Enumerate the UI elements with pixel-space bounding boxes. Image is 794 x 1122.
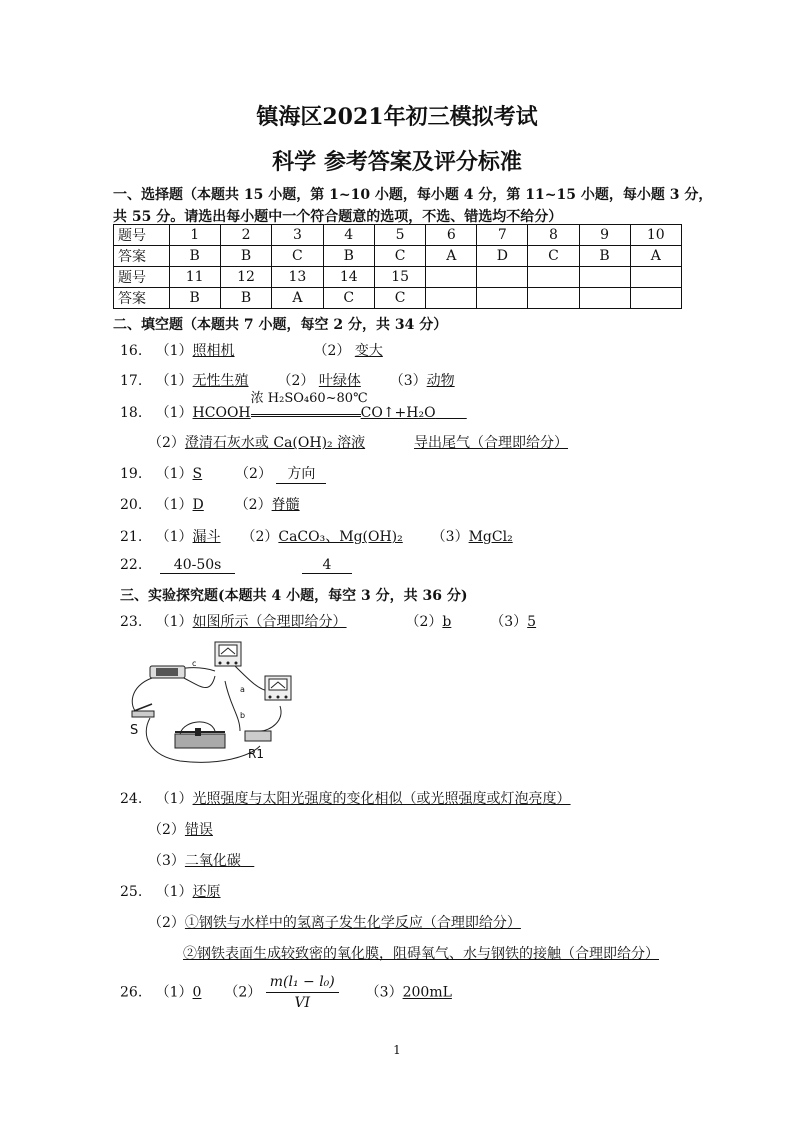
- table-cell: B: [220, 246, 271, 267]
- table-cell: 15: [374, 267, 425, 288]
- table-row: [114, 288, 682, 309]
- table-cell: B: [579, 246, 630, 267]
- table-cell: [630, 267, 681, 288]
- question-23: [120, 611, 536, 631]
- question-24-part2: [148, 819, 213, 839]
- question-24-part3: [148, 850, 254, 870]
- question-19: [120, 463, 326, 484]
- label-c: c: [192, 659, 197, 668]
- table-cell: D: [477, 246, 528, 267]
- answer: 变大: [354, 343, 383, 359]
- table-row: [114, 225, 682, 246]
- answer: 无性生殖: [192, 373, 249, 389]
- table-cell: 14: [323, 267, 374, 288]
- q-number: 16.: [120, 343, 143, 359]
- q-number: 23.: [120, 614, 143, 630]
- table-cell: [579, 288, 630, 309]
- question-16: [120, 340, 383, 360]
- table-cell: 4: [323, 225, 374, 246]
- answer: 导出尾气（合理即给分）: [414, 435, 569, 451]
- answer: 脊髓: [271, 497, 300, 513]
- part-label: （1）: [155, 373, 193, 389]
- table-row-header: 答案: [114, 288, 170, 309]
- table-cell: B: [169, 246, 220, 267]
- page-subtitle: 科学 参考答案及评分标准: [272, 149, 522, 175]
- part-label: （1）: [155, 497, 193, 513]
- answer: 5: [527, 614, 537, 630]
- table-cell: 1: [169, 225, 220, 246]
- question-26: [120, 974, 452, 1011]
- part-label: （2）: [241, 529, 279, 545]
- formula-fraction: [266, 974, 339, 1011]
- table-cell: [579, 267, 630, 288]
- table-cell: 5: [374, 225, 425, 246]
- answer: 还原: [192, 884, 221, 900]
- table-cell: 7: [477, 225, 528, 246]
- part-label: （3）: [490, 614, 528, 630]
- answer: 叶绿体: [318, 373, 361, 389]
- q-number: 25.: [120, 884, 143, 900]
- answer: 200mL: [402, 984, 452, 1001]
- table-cell: B: [323, 246, 374, 267]
- q-number: 22.: [120, 557, 143, 573]
- product: CO↑+H₂O: [360, 405, 436, 421]
- rheostat-icon: [175, 728, 225, 748]
- table-cell: C: [528, 246, 579, 267]
- table-cell: 8: [528, 225, 579, 246]
- table-cell: A: [630, 246, 681, 267]
- question-18-part2: [148, 432, 568, 452]
- section3-heading: 三、实验探究题(本题共 4 小题，每空 3 分，共 36 分): [120, 588, 468, 604]
- question-21: [120, 526, 513, 546]
- q-number: 24.: [120, 791, 143, 807]
- part-label: （1）: [155, 984, 193, 1001]
- section1-heading-line1: 一、选择题（本题共 15 小题，第 1~10 小题，每小题 4 分，第 11~15 小题，每小题 3 分，: [113, 187, 713, 203]
- part-label: （1）: [155, 343, 193, 359]
- table-cell: 10: [630, 225, 681, 246]
- question-25-part2a: [148, 912, 521, 932]
- voltmeter-icon: [265, 676, 291, 700]
- part-label: （1）: [155, 405, 193, 421]
- table-cell: B: [169, 288, 220, 309]
- table-cell: 13: [272, 267, 323, 288]
- answer: 错误: [184, 822, 213, 838]
- part-label: （2）: [148, 822, 185, 838]
- section2-heading: 二、填空题（本题共 7 小题，每空 2 分，共 34 分）: [113, 317, 448, 333]
- table-cell: [528, 267, 579, 288]
- table-cell: C: [272, 246, 323, 267]
- answer: b: [442, 614, 452, 630]
- reactant: HCOOH: [192, 405, 251, 421]
- page-title: 镇海区2021年初三模拟考试: [256, 104, 538, 130]
- page-number: 1: [393, 1043, 401, 1057]
- answer: 动物: [426, 373, 455, 389]
- table-cell: [630, 288, 681, 309]
- part-label: （2）: [313, 343, 351, 359]
- battery-icon: [150, 666, 185, 678]
- table-cell: 12: [220, 267, 271, 288]
- table-row-header: 题号: [114, 267, 170, 288]
- answer-table: [113, 224, 682, 309]
- table-cell: C: [323, 288, 374, 309]
- part-label: （2）: [234, 497, 272, 513]
- question-24-part1: [120, 788, 571, 808]
- table-cell: [477, 267, 528, 288]
- part-label: （2）: [148, 435, 185, 451]
- q-number: 26.: [120, 984, 143, 1001]
- formula-denominator: VI: [294, 995, 311, 1011]
- answer: 光照强度与太阳光强度的变化相似（或光照强度或灯泡亮度）: [192, 791, 571, 807]
- q-number: 18.: [120, 405, 143, 421]
- answer: 照相机: [192, 343, 235, 359]
- q-number: 17.: [120, 373, 143, 389]
- q-number: 21.: [120, 529, 143, 545]
- table-row-header: 题号: [114, 225, 170, 246]
- table-cell: [528, 288, 579, 309]
- table-cell: 3: [272, 225, 323, 246]
- circuit-figure: [120, 636, 320, 771]
- table-cell: C: [374, 288, 425, 309]
- label-b: b: [240, 711, 246, 720]
- table-cell: 2: [220, 225, 271, 246]
- table-cell: 9: [579, 225, 630, 246]
- answer: ①钢铁与水样中的氢离子发生化学反应（合理即给分）: [184, 915, 521, 931]
- answer: 澄清石灰水或 Ca(OH)₂ 溶液: [184, 435, 366, 451]
- table-cell: A: [272, 288, 323, 309]
- label-r1: R1: [248, 747, 264, 761]
- switch-icon: [132, 704, 154, 717]
- section1-heading-line2: 共 55 分。请选出每小题中一个符合题意的选项，不选、错选均不给分）: [113, 209, 563, 225]
- answer: 二氧化碳: [184, 853, 241, 869]
- part-label: （2）: [405, 614, 443, 630]
- reaction-condition: 浓 H₂SO₄60~80℃: [250, 391, 368, 406]
- answer: 方向: [276, 463, 326, 484]
- answer: D: [192, 497, 204, 513]
- ammeter-icon: [215, 642, 241, 666]
- question-25-part2b: [183, 943, 659, 963]
- part-label: （3）: [431, 529, 469, 545]
- part-label: （1）: [155, 884, 193, 900]
- part-label: （2）: [224, 984, 262, 1001]
- question-22: [120, 557, 352, 574]
- question-20: [120, 494, 300, 514]
- table-row: [114, 246, 682, 267]
- part-label: （3）: [148, 853, 185, 869]
- label-s: S: [130, 723, 139, 738]
- question-18-part1: [120, 391, 467, 422]
- table-cell: A: [426, 246, 477, 267]
- answer: S: [192, 466, 203, 482]
- part-label: （1）: [155, 614, 193, 630]
- part-label: （1）: [155, 791, 193, 807]
- part-label: （3）: [389, 373, 427, 389]
- part-label: （1）: [155, 529, 193, 545]
- table-row-header: 答案: [114, 246, 170, 267]
- answer: ②钢铁表面生成较致密的氧化膜，阻碍氧气、水与钢铁的接触（合理即给分）: [183, 946, 659, 962]
- table-cell: [426, 267, 477, 288]
- label-a: a: [240, 685, 245, 694]
- answer: 40-50s: [160, 557, 235, 574]
- table-cell: 6: [426, 225, 477, 246]
- question-25-part1: [120, 881, 221, 901]
- answer: 漏斗: [192, 529, 221, 545]
- reaction-arrow: [250, 391, 368, 417]
- table-cell: 11: [169, 267, 220, 288]
- table-cell: [477, 288, 528, 309]
- formula-numerator: m(l₁ − l₀): [266, 974, 339, 993]
- answer: CaCO₃、Mg(OH)₂: [278, 529, 403, 545]
- resistor-icon: [245, 731, 271, 741]
- part-label: （2）: [235, 466, 272, 482]
- part-label: （1）: [155, 466, 193, 482]
- answer: 如图所示（合理即给分）: [192, 614, 347, 630]
- answer: 0: [192, 984, 202, 1001]
- part-label: （3）: [365, 984, 403, 1001]
- part-label: （2）: [277, 373, 315, 389]
- table-cell: C: [374, 246, 425, 267]
- answer: 4: [302, 557, 352, 574]
- answer: MgCl₂: [468, 529, 513, 545]
- table-cell: [426, 288, 477, 309]
- q-number: 20.: [120, 497, 143, 513]
- q-number: 19.: [120, 466, 143, 482]
- table-row: [114, 267, 682, 288]
- part-label: （2）: [148, 915, 185, 931]
- table-cell: B: [220, 288, 271, 309]
